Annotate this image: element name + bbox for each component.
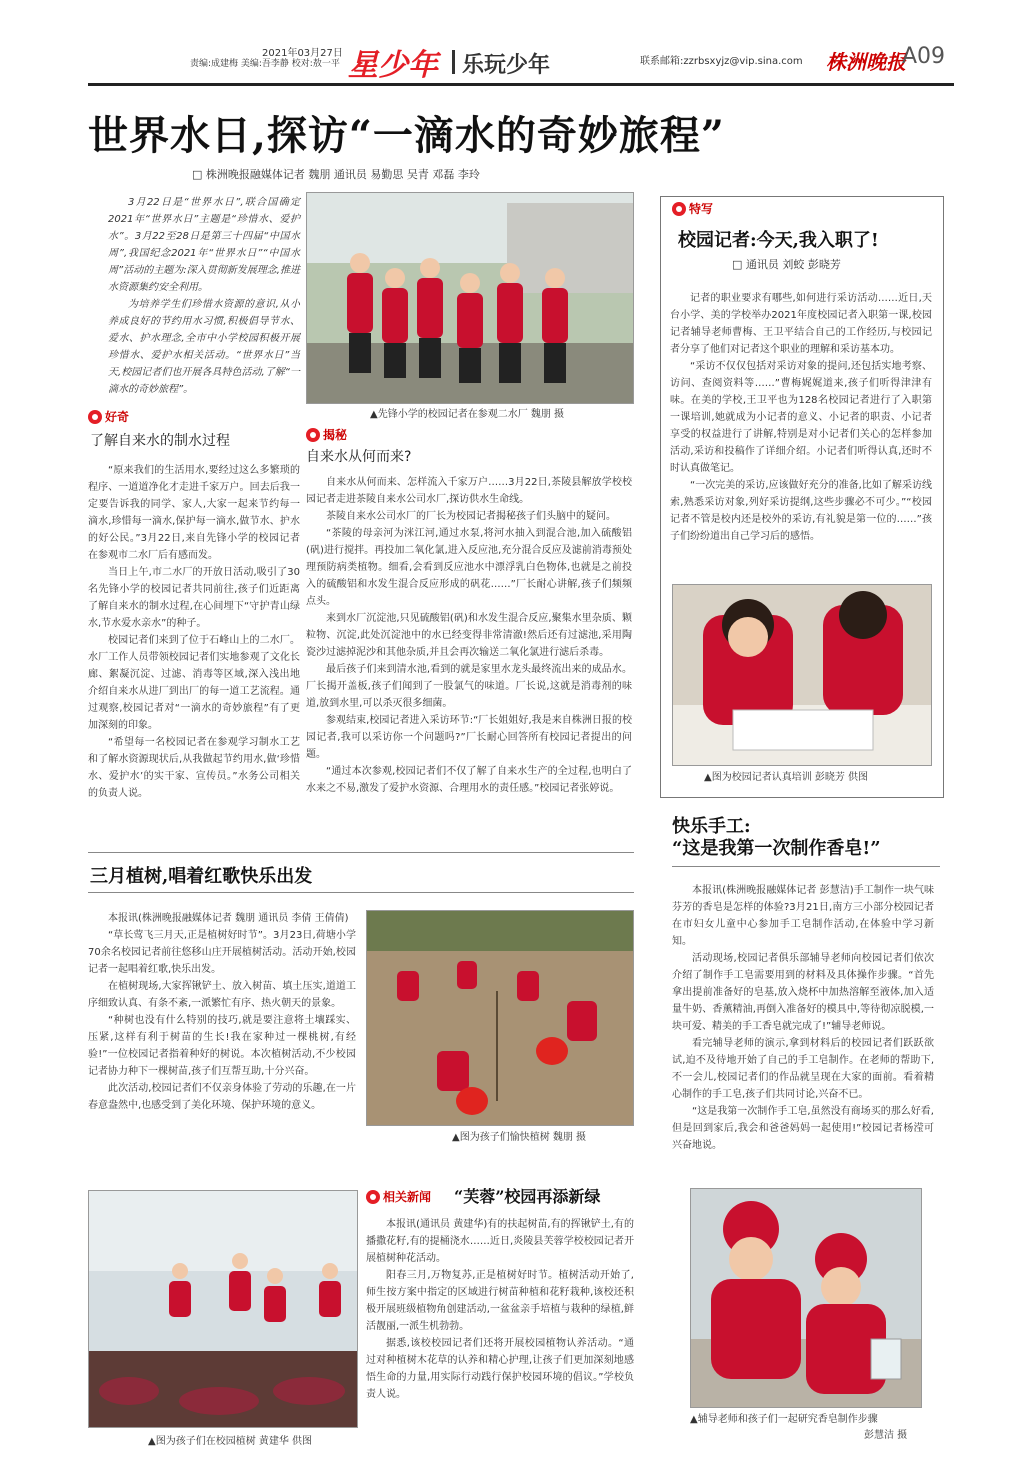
issue-date: 2021年03月27日 <box>262 48 343 59</box>
main-headline: 世界水日,探访“一滴水的奇妙旅程” <box>88 112 725 159</box>
subhead-water-process: 了解自来水的制水过程 <box>90 433 230 449</box>
tag-dot-icon <box>366 1190 380 1204</box>
campus-planting-photo <box>88 1190 358 1428</box>
col1-body: “原来我们的生活用水,要经过这么多繁琐的程序、一道道净化才走进千家万户。回去后我一定要告诉我的同学、家人,大家一起来节约每一滴水,珍惜每一滴水,保护每一滴水,做节水、护水的好公民。”3月22日,来自先锋小学的校园记者在参观市二水厂后有感而发。 当日上午,市二水厂的开放日活动,吸引了30名先锋小学的校园记者共同前往,孩子们近距离了解自来水的制水过程,在心间埋下“守护青山绿水,节水爱水亲水”的种子。 校园记者们来到了位于石峰山上的二水厂。水厂工作人员带领校园记者们实地参观了文化长廊、絮凝沉淀、过滤、消毒等区域,深入浅出地介绍自来水从进厂到出厂的每一道工艺流程。通过观察,校园记者对“一滴水的奇妙旅程”有了更加深刻的印象。 “希望每一名校园记者在参观学习制水工艺和了解水资源现状后,从我做起节约用水,做‘珍惜水、爱护水’的实干家、宣传员。”水务公司相关的负责人说。 <box>88 465 300 799</box>
soap-title-1: 快乐手工: <box>672 816 751 837</box>
campus-photo-caption: ▲图为孩子们在校园植树 黄建华 供图 <box>148 1436 313 1447</box>
tag-curious: 好奇 <box>88 408 129 425</box>
soap-body: 本报讯(株洲晚报融媒体记者 彭慧洁)手工制作一块气味芬芳的香皂是怎样的体验?3月21日,南方三小部分校园记者在市妇女儿童中心参加手工皂制作活动,在体验中学习新知。 活动现场,校园记者俱乐部辅导老师向校园记者们依次介绍了制作手工皂需要用到的材料及具体操作步骤。“首先拿出提前准备好的皂基,放入烧杯中加热溶解至液体,加入适量牛奶、香薰精油,再倒入准备好的模具中,等待彻凉脱模,一块可爱、精美的手工香皂就完成了!”辅导老师说。 看完辅导老师的演示,拿到材料后的校园记者们跃跃欲试,迫不及待地开始了自己的手工皂制作。在老师的帮助下,不一会儿,校园记者们的作品就呈现在大家的面前。看着精心制作的手工皂,孩子们共同讨论,兴奋不已。 “这是我第一次制作手工皂,虽然没有商场买的那么好看,但是回到家后,我会和爸爸妈妈一起使用!”校园记者杨滢可兴奋地说。 <box>672 885 934 1151</box>
related-body: 本报讯(通讯员 黄建华)有的扶起树苗,有的挥锹铲土,有的播撒花籽,有的提桶浇水……近日,炎陵县芙蓉学校校园记者开展植树种花活动。 阳春三月,万物复苏,正是植树好时节。植树活动开始了,师生按方案中指定的区域进行树苗种植和花籽栽种,该校还积极开展班级植物角创建活动,一盆盆亲手培植与栽种的绿植,鲜活靓丽,一派生机勃勃。 据悉,该校校园记者们还将开展校园植物认养活动。“通过对种植树木花草的认养和精心护理,让孩子们更加深刻地感悟生命的力量,用实际行动践行保护校园环境的倡议。”学校负责人说。 <box>366 1219 634 1400</box>
col2-body: 自来水从何而来、怎样流入千家万户……3月22日,茶陵县解放学校校园记者走进茶陵自来水公司水厂,探访供水生命线。 茶陵自来水公司水厂的厂长为校园记者揭秘孩子们头脑中的疑问。 “茶陵的母亲河为洣江河,通过水泵,将河水抽入到混合池,加入硫酸铝(矾)进行搅拌。再投加二氧化氯,进入反应池,充分混合反应及滤前消毒预处理预防病类植物。细看,会看到反应池水中漂浮乳白色物体,也就是之前投入的硫酸铝和水发生混合反应形成的矾花……”厂长耐心讲解,孩子们频频点头。 来到水厂沉淀池,只见硫酸铝(矾)和水发生混合反应,聚集水里杂质、颗粒物、沉淀,此处沉淀池中的水已经变得非常清澈!然后还有过滤池,采用陶瓷沙过滤掉泥沙和其他杂质,并且会再次输送二氧化氯进行滤后杀毒。 最后孩子们来到清水池,看到的就是家里水龙头最终流出来的成品水。厂长揭开盖板,孩子们闻到了一股氯气的味道。厂长说,这就是消毒剂的味道,放到水里,可以杀灭很多细菌。 参观结束,校园记者进入采访环节:“厂长姐姐好,我是来自株洲日报的校园记者,我可以采访你一个问题吗?”厂长耐心回答所有校园记者提出的问题。 “通过本次参观,校园记者们不仅了解了自来水生产的全过程,也明白了水来之不易,激发了爱护水资源、合理用水的责任感。”校园记者张婷说。 <box>306 477 632 794</box>
subhead-water-source: 自来水从何而来? <box>306 449 412 465</box>
feature-body: 记者的职业要求有哪些,如何进行采访活动……近日,天台小学、美的学校举办2021年度校园记者入职第一课,校园记者辅导老师曹梅、王卫平结合自己的工作经历,与校园记者分享了他们对记者这个职业的理解和采访基本功。 “采访不仅仅包括对采访对象的提问,还包括实地考察、访问、查阅资料等……”曹梅娓娓道来,孩子们听得津津有味。在美的学校,王卫平也为128名校园记者进行了入职第一课培训,她就成为小记者的意义、小记者的职责、小记者享受的权益进行了讲解,特别是对小记者们关心的怎样参加活动,采访和投稿作了详细介绍。小记者们听得认真,还时不时认真做笔记。 “一次完美的采访,应该做好充分的准备,比如了解采访线索,熟悉采访对象,列好采访提纲,这些步骤必不可少。”“校园记者不管是校内还是校外的采访,有礼貌是第一位的……”孩子们纷纷道出自己学习后的感悟。 <box>670 293 932 542</box>
soap-photo <box>690 1188 922 1408</box>
brand-logo: 星少年 <box>348 48 438 83</box>
tag-dot-icon <box>88 410 102 424</box>
tree-photo-caption: ▲图为孩子们愉快植树 魏朋 摄 <box>452 1132 587 1143</box>
soap-photo-caption-1: ▲辅导老师和孩子们一起研究香皂制作步骤 <box>690 1414 878 1425</box>
tree-planting-photo <box>366 910 634 1126</box>
soap-rule <box>672 866 940 867</box>
tag-reveal: 揭秘 <box>306 426 347 443</box>
training-photo-caption: ▲图为校园记者认真培训 彭晓芳 供图 <box>704 772 869 783</box>
feature-title: 校园记者:今天,我入职了! <box>678 230 879 251</box>
section-name: 乐玩少年 <box>462 53 551 78</box>
newspaper-logo: 株洲晚报 <box>826 50 906 74</box>
feature-byline: □ 通讯员 刘蛟 彭晓芳 <box>732 258 841 271</box>
main-byline: □ 株洲晚报融媒体记者 魏朋 通讯员 易勤思 吴青 邓磊 李玲 <box>192 168 480 181</box>
tag-feature: 特写 <box>672 200 713 217</box>
contact-email: 联系邮箱:zzrbsxyjz@vip.sina.com <box>640 56 803 67</box>
tag-dot-icon <box>306 428 320 442</box>
tree-body: 本报讯(株洲晚报融媒体记者 魏朋 通讯员 李倩 王倩倩) “草长莺飞三月天,正是植树好时节”。3月23日,荷塘小学70余名校园记者前往悠移山庄开展植树活动。活动开始,校园记者一起唱着红歌,快乐出发。 在植树现场,大家挥锹铲土、放入树苗、填土压实,道道工序细致认真、有条不紊,一派繁忙有序、热火朝天的景象。 “种树也没有什么特别的技巧,就是要注意将土壤踩实、压紧,这样有利于树苗的生长!我在家种过一棵桃树,有经验!”一位校园记者指着种好的树说。本次植树活动,不少校园记者协力种下一棵树苗,孩子们互帮互助,十分兴奋。 此次活动,校园记者们不仅亲身体验了劳动的乐趣,在一片春意盎然中,也感受到了美化环境、保护环境的意义。 <box>88 913 356 1111</box>
main-intro: 3月22日是“世界水日”,联合国确定2021年“世界水日”主题是“珍惜水、爱护水”。3月22至28日是第三十四届“中国水周”,我国纪念2021年“世界水日”“中国水周”活动的主题为:深入贯彻新发展理念,推进水资源集约安全利用。 为培养学生们珍惜水资源的意识,从小养成良好的节约用水习惯,积极倡导节水、爱水、护水理念,全市中小学校园积极开展珍惜水、爱护水相关活动。“世界水日”当天,校园记者们也开展各具特色活动,了解“一滴水的奇妙旅程”。 <box>108 197 300 395</box>
soap-title-2: “这是我第一次制作香皂!” <box>672 838 881 859</box>
header-rule <box>88 83 954 86</box>
water-plant-photo <box>306 192 634 404</box>
water-photo-caption: ▲先锋小学的校园记者在参观二水厂 魏朋 摄 <box>370 409 565 420</box>
tag-related-news: 相关新闻 <box>366 1188 431 1205</box>
related-title: “芙蓉”校园再添新绿 <box>454 1187 601 1206</box>
tree-bottom-rule <box>88 892 634 893</box>
tree-top-rule <box>88 852 634 853</box>
soap-photo-caption-2: 彭慧洁 摄 <box>864 1430 908 1441</box>
editor-credits: 责编:成建梅 美编:吾李静 校对:敖一平 <box>190 59 340 69</box>
tree-title: 三月植树,唱着红歌快乐出发 <box>90 866 313 887</box>
tag-dot-icon <box>672 202 686 216</box>
header-divider <box>452 50 455 74</box>
page-number: A09 <box>902 44 946 69</box>
training-photo <box>672 584 932 766</box>
